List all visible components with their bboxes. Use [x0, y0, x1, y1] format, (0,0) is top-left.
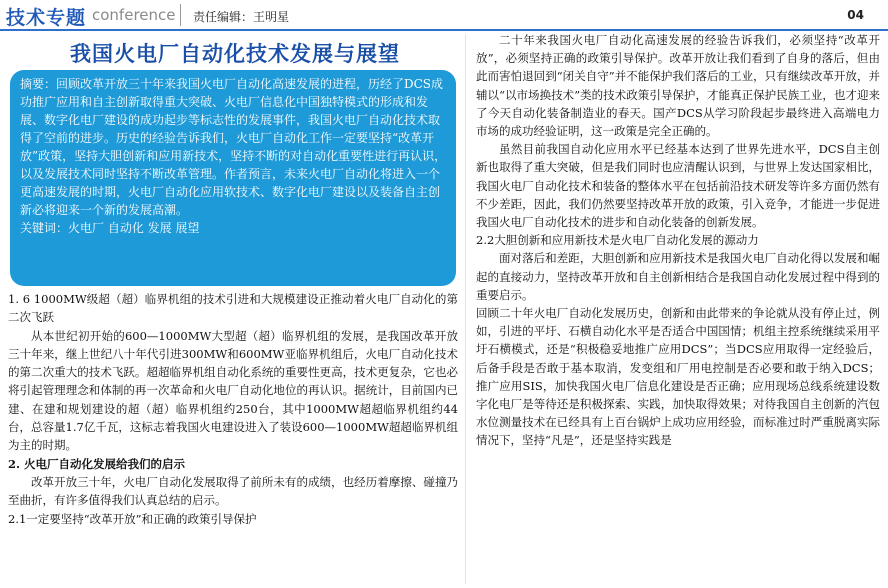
page-number: 04: [847, 8, 864, 22]
page-header: [0, 0, 888, 30]
abstract-text: 摘要：回顾改革开放三十年来我国火电厂自动化高速发展的进程，历经了DCS成功推广应用和自主创新取得重大突破、火电厂信息化中国独特模式的形成和发展、数字化电厂建设的成功起步等标志性的发展事件，我国火电厂自动化技术取得了空前的进步。历史的经验告诉我们，火电厂自动化工作一定要坚持“改革开放”政策，坚持大胆创新和应用新技术，坚持不断的对自动化重要性进行再认识，以及发展技术同时坚持不断改革管理。作者预言，未来火电厂自动化将进入一个更高速发展的时期，火电厂自动化应用软技术、数字化电厂建设以及装备自主创新必将迎来一个新的发展高潮。: [20, 77, 447, 217]
paragraph: 二十年来我国火电厂自动化高速发展的经验告诉我们，必须坚持“改革开放”，必须坚持正确的政策引导保护。改革开放让我们看到了自身的落后，但由此而害怕退回到“闭关自守”并不能保护我们落后的工业，只有继续改革开放，并辅以“以市场换技术”类的技术政策引导保护，才能真正保护民族工业，也才迎来了今天自动化装备制造业的春天。国产DCS从学习阶段起步最终进入高端电力市场的成功经验证明，这一政策是完全正确的。: [476, 33, 880, 139]
paragraph: 1. 6 1000MW级超（超）临界机组的技术引进和大规模建设正推动着火电厂自动化的第二次飞跃: [8, 292, 458, 325]
section-brand-english: conference: [92, 6, 176, 24]
section-brand: 技术专题: [6, 7, 87, 29]
paragraph: 面对落后和差距，大胆创新和应用新技术是我国火电厂自动化得以发展和崛起的直接动力，坚持改革开放和自主创新相结合是我国自动化发展过程中得到的重要启示。: [476, 251, 880, 302]
article-title: 我国火电厂自动化技术发展与展望: [70, 42, 400, 66]
right-column: [476, 31, 880, 450]
abstract-box: [10, 70, 456, 286]
subsection-heading: 2.2大胆创新和应用新技术是火电厂自动化发展的源动力: [476, 233, 759, 248]
subsection-heading: 2.1一定要坚持“改革开放”和正确的政策引导保护: [8, 511, 257, 526]
paragraph: 虽然目前我国自动化应用水平已经基本达到了世界先进水平，DCS自主创新也取得了重大突破，但是我们同时也应清醒认识到，与世界上发达国家相比，我国火电厂自动化技术和装备的整体水平在包括前沿技术研发等许多方面仍然有不少差距，因此，我们仍然要坚持改革开放的政策，引入竞争，才能进一步促进我国火电厂自动化技术的进步和自动化装备的创新发展。: [476, 142, 880, 230]
left-column: [8, 290, 458, 528]
responsible-editor: 责任编辑：王明星: [193, 10, 290, 24]
header-divider: [180, 4, 181, 26]
section-heading: 2. 火电厂自动化发展给我们的启示: [8, 456, 186, 471]
keywords: 关键词：火电厂 自动化 发展 展望: [20, 221, 200, 235]
column-divider: [465, 34, 466, 584]
paragraph: 改革开放三十年，火电厂自动化发展取得了前所未有的成绩，也经历着摩擦、碰撞乃至曲折，有许多值得我们认真总结的启示。: [8, 474, 458, 508]
paragraph: 回顾二十年火电厂自动化发展历史，创新和由此带来的争论就从没有停止过，例如，引进的平圩、石横自动化水平是否适合中国国情；机组主控系统继续采用平圩石横模式，还是“积极稳妥地推广应用DCS”；当DCS应用取得一定经验后，后备手段是否敢于基本取消，发变组和厂用电控制是否必要和敢于纳入DCS；推广应用SIS，加快我国火电厂信息化建设是否正确；应用现场总线系统建设数字化电厂是等待还是积极探索、实践，加快取得效果；对待我国自主创新的汽包水位测量技术在已经具有上百台锅炉上成功应用经验，而标准过时严重脱离实际情况下，坚持“凡是”，还是坚持实践是: [476, 306, 880, 448]
paragraph: 从本世纪初开始的600—1000MW大型超（超）临界机组的发展，是我国改革开放三十年来，继上世纪八十年代引进300MW和600MW亚临界机组后，火电厂自动化技术的第二次重大的技术飞跃。超超临界机组自动化系统的重要性更高，技术更复杂，它也必将引起管理理念和体制的再一次革命和火电厂自动化地位的再认识。据统计，目前国内已建、在建和规划建设的超（超）临界机组约250台，其中1000MW超超临界机组约44台，总容量1.7亿千瓦，这标志着我国火电建设进入了装设600—1000MW超超临界机组为主的时期。: [8, 328, 458, 453]
